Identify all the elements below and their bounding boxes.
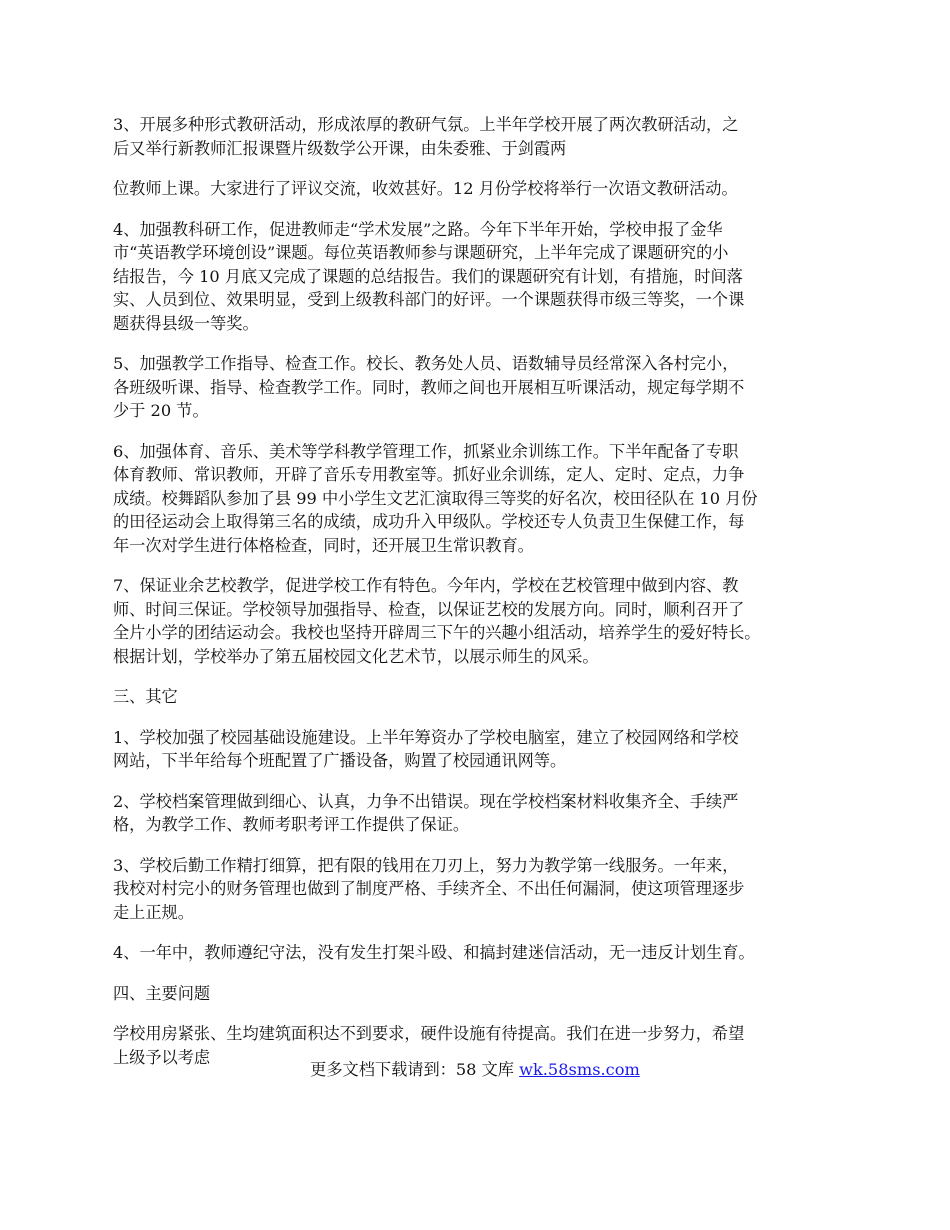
text-line: 实、人员到位、效果明显，受到上级教科部门的好评。一个课题获得市级三等奖，一个课 xyxy=(113,290,745,309)
text-line: 3、开展多种形式教研活动，形成浓厚的教研气氛。上半年学校开展了两次教研活动，之 xyxy=(113,115,739,134)
paragraph-teaching-research-cont xyxy=(113,177,853,201)
paragraph-art-school xyxy=(113,574,853,668)
text-line: 各班级听课、指导、检查教学工作。同时，教师之间也开展相互听课活动，规定每学期不 xyxy=(113,377,745,397)
paragraph-teaching-research xyxy=(113,113,853,160)
section-heading-other: 三、其它 xyxy=(113,687,178,706)
paragraph-logistics xyxy=(113,854,853,925)
paragraph-infrastructure xyxy=(113,726,853,773)
text-line: 体育教师、常识教师，开辟了音乐专用教室等。抓好业余训练，定人、定时、定点，力争 xyxy=(113,465,745,484)
text-line: 少于 20 节。 xyxy=(113,401,209,420)
paragraph-archives xyxy=(113,790,853,837)
text-line: 格，为教学工作、教师考职考评工作提供了保证。 xyxy=(113,815,470,834)
text-line: 1、学校加强了校园基础设施建设。上半年筹资办了学校电脑室，建立了校园网络和学校 xyxy=(113,727,739,747)
text-line: 上级予以考虑 xyxy=(113,1047,211,1067)
paragraph-pe-music-art xyxy=(113,440,853,558)
text-line: 市“英语教学环境创设”课题。每位英语教师参与课题研究，上半年完成了课题研究的小 xyxy=(113,243,729,262)
paragraph-teaching-guidance xyxy=(113,352,853,423)
section-heading-main-issues: 四、主要问题 xyxy=(113,983,211,1003)
text-line: 后又举行新教师汇报课暨片级数学公开课，由朱委雅、于剑霞两 xyxy=(113,138,567,158)
text-line: 学校用房紧张、生均建筑面积达不到要求，硬件设施有待提高。我们在进一步努力，希望 xyxy=(113,1024,745,1043)
footer-link[interactable]: wk.58sms.com xyxy=(519,1060,640,1079)
text-line: 根据计划，学校举办了第五届校园文化艺术节，以展示师生的风采。 xyxy=(113,646,599,666)
text-line: 年一次对学生进行体格检查，同时，还开展卫生常识教育。 xyxy=(113,535,534,555)
footer xyxy=(0,1058,950,1082)
paragraph-discipline xyxy=(113,941,853,965)
text-line: 6、加强体育、音乐、美术等学科教学管理工作，抓紧业余训练工作。下半年配备了专职 xyxy=(113,441,739,461)
text-line: 4、加强教科研工作，促进教师走“学术发展”之路。今年下半年开始，学校申报了金华 xyxy=(113,219,723,239)
text-line: 网站，下半年给每个班配置了广播设备，购置了校园通讯网等。 xyxy=(113,751,567,770)
text-line: 师、时间三保证。学校领导加强指导、检查，以保证艺校的发展方向。同时，顺利召开了 xyxy=(113,599,745,619)
text-line: 成绩。校舞蹈队参加了县 99 中小学生文艺汇演取得三等奖的好名次，校田径队在 10 月份 xyxy=(113,488,758,508)
text-line: 3、学校后勤工作精打细算，把有限的钱用在刀刃上，努力为教学第一线服务。一年来， xyxy=(113,855,739,875)
text-line: 题获得县级一等奖。 xyxy=(113,313,259,333)
text-line: 5、加强教学工作指导、检查工作。校长、教务处人员、语数辅导员经常深入各村完小， xyxy=(113,354,739,373)
text-line: 我校对村完小的财务管理也做到了制度严格、手续齐全、不出任何漏洞，使这项管理逐步 xyxy=(113,879,745,898)
text-line: 结报告，今 10 月底又完成了课题的总结报告。我们的课题研究有计划，有措施，时间落 xyxy=(113,266,743,286)
text-line: 走上正规。 xyxy=(113,902,194,922)
text-line: 的田径运动会上取得第三名的成绩，成功升入甲级队。学校还专人负责卫生保健工作，每 xyxy=(113,512,745,531)
text-line: 4、一年中，教师遵纪守法，没有发生打架斗殴、和搞封建迷信活动，无一违反计划生育。 xyxy=(113,943,755,962)
footer-text: 更多文档下载请到：58 文库 xyxy=(310,1060,520,1079)
text-line: 位教师上课。大家进行了评议交流，收效甚好。12 月份学校将举行一次语文教研活动。 xyxy=(113,179,738,198)
text-line: 2、学校档案管理做到细心、认真，力争不出错误。现在学校档案材料收集齐全、手续严 xyxy=(113,791,739,811)
document-body xyxy=(113,113,853,1086)
text-line: 7、保证业余艺校教学，促进学校工作有特色。今年内，学校在艺校管理中做到内容、教 xyxy=(113,576,739,595)
text-line: 全片小学的团结运动会。我校也坚持开辟周三下午的兴趣小组活动，培养学生的爱好特长。 xyxy=(113,623,761,642)
paragraph-research-project xyxy=(113,218,853,336)
